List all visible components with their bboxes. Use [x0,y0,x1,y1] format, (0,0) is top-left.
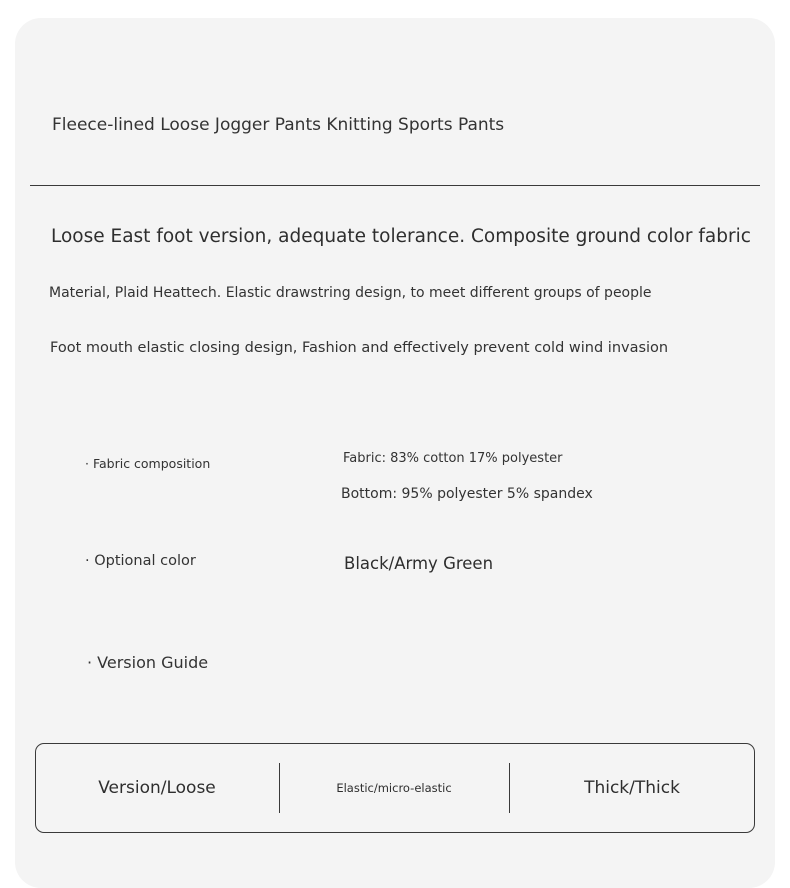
guide-cell-thickness: Thick/Thick [584,778,680,798]
product-title: Fleece-lined Loose Jogger Pants Knitting Sports Pants [52,115,505,135]
version-guide-label: · Version Guide [87,653,209,672]
guide-cell-version: Version/Loose [98,778,216,798]
guide-cell-elastic: Elastic/micro-elastic [336,781,452,795]
fabric-composition-label: · Fabric composition [85,456,211,471]
product-headline: Loose East foot version, adequate tolerance. Composite ground color fabric [51,226,751,247]
version-guide-table [35,743,755,833]
description-line-2: Foot mouth elastic closing design, Fashion and effectively prevent cold wind invasion [50,340,669,356]
product-detail-card [15,18,775,888]
optional-color-label: · Optional color [85,553,196,569]
fabric-value: Fabric: 83% cotton 17% polyester [343,451,563,466]
title-divider [30,185,760,186]
optional-color-value: Black/Army Green [344,554,494,573]
bottom-value: Bottom: 95% polyester 5% spandex [341,486,593,502]
description-line-1: Material, Plaid Heattech. Elastic drawstring design, to meet different groups of people [49,285,652,301]
